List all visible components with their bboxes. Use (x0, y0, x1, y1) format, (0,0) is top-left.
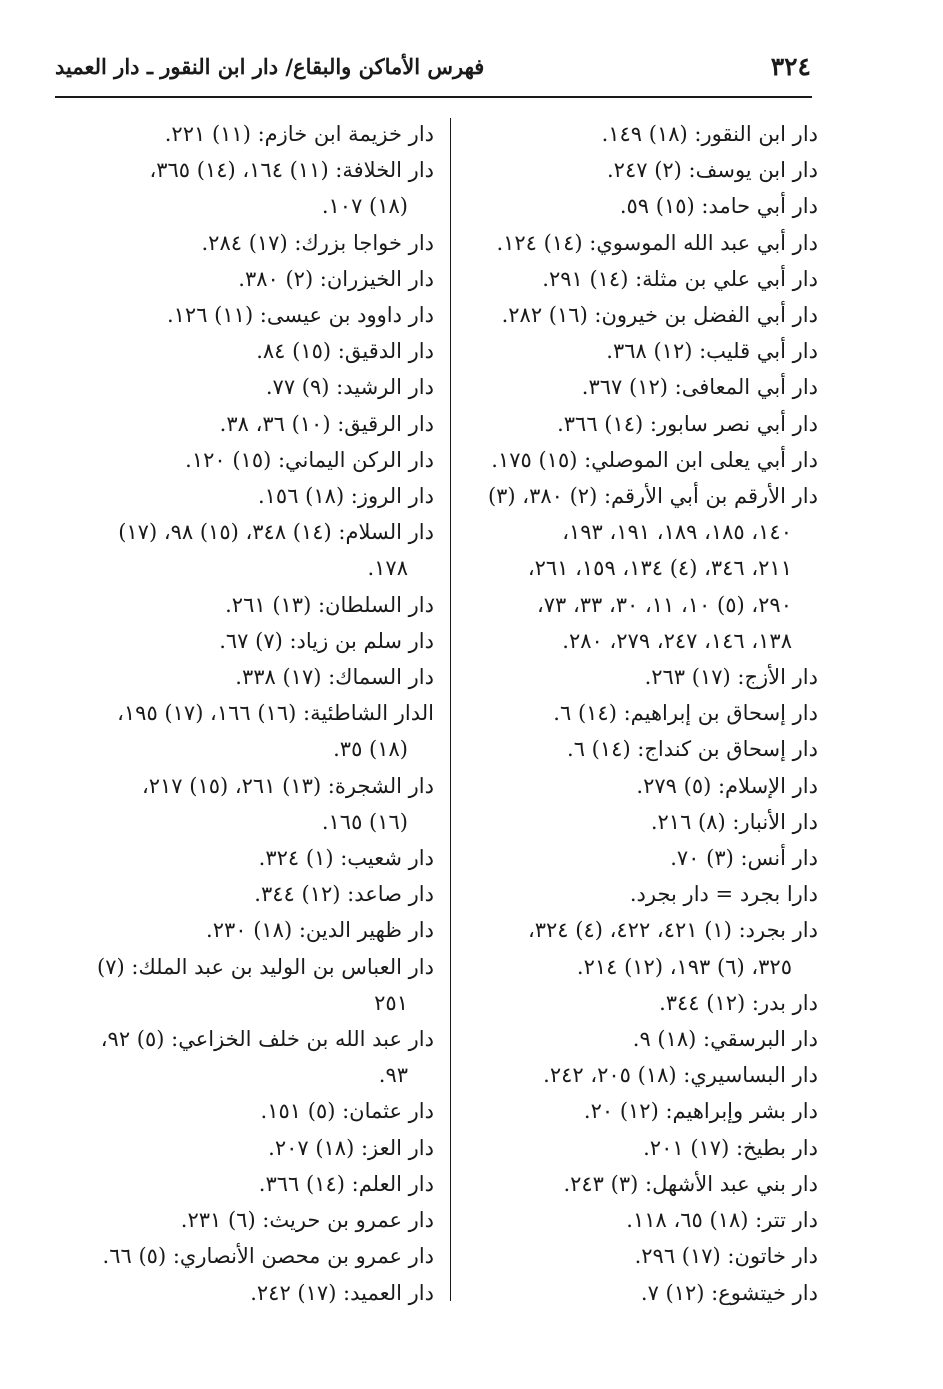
index-entry (79, 876, 434, 912)
page-header (55, 50, 811, 94)
index-entry (463, 478, 818, 659)
index-entry (79, 1093, 434, 1129)
index-entry-line: دار خيتشوع: (١٢) ٧. (640, 1280, 818, 1305)
index-entry (79, 768, 434, 840)
index-entry-line: دار العباس بن الوليد بن عبد الملك: (٧) (97, 954, 434, 979)
index-entry-line: دار عبد الله بن خلف الخزاعي: (٥) ٩٢، (100, 1027, 434, 1052)
index-entry-line: دار العز: (١٨) ٢٠٧. (268, 1135, 434, 1160)
index-entry-line: دار إسحاق بن كنداج: (١٤) ٦. (567, 737, 818, 762)
index-entry (463, 1202, 818, 1238)
index-entry-continuation: ٩٣. (378, 1063, 408, 1088)
index-entry-line: دار شعيب: (١) ٣٢٤. (258, 846, 434, 871)
index-entry (463, 876, 818, 912)
index-entry-line: دار العميد: (١٧) ٢٤٢. (250, 1280, 434, 1305)
index-entry-line: دار الرشيد: (٩) ٧٧. (265, 375, 434, 400)
index-entry-line: دار ابن النقور: (١٨) ١٤٩. (601, 122, 818, 146)
index-entry (79, 912, 434, 948)
index-column-left (79, 116, 434, 1311)
index-entry-line: دارا بجرد = دار بجرد. (629, 882, 818, 907)
index-entry-line: دار ابن يوسف: (٢) ٢٤٧. (606, 158, 818, 183)
index-entry (79, 623, 434, 659)
index-entry (463, 152, 818, 188)
index-entry-continuation: ١٣٨، ١٤٦، ٢٤٧، ٢٧٩، ٢٨٠. (562, 628, 792, 653)
index-entry-line: دار الخيزران: (٢) ٣٨٠. (238, 266, 434, 291)
index-entry-line: دار خزيمة ابن خازم: (١١) ٢٢١. (164, 122, 434, 146)
index-entry (79, 695, 434, 767)
index-entry-line: دار بجرد: (١) ٤٢١، ٤٢٢، (٤) ٣٢٤، (527, 918, 818, 943)
index-entry (79, 587, 434, 623)
index-entry-line: دار خواجا بزرك: (١٧) ٢٨٤. (201, 230, 434, 255)
index-entry-line: دار أنس: (٣) ٧٠. (670, 846, 818, 871)
index-entry-line: دار الإسلام: (٥) ٢٧٩. (636, 773, 818, 798)
index-entry (79, 1275, 434, 1311)
index-entry-line: دار أبي يعلى ابن الموصلي: (١٥) ١٧٥. (491, 447, 818, 472)
index-entry-line: دار أبي الفضل بن خيرون: (١٦) ٢٨٢. (501, 303, 818, 328)
index-entry (463, 912, 818, 984)
index-entry-line: دار أبي علي بن مثلة: (١٤) ٢٩١. (542, 266, 818, 291)
index-entry (463, 1238, 818, 1274)
index-entry-line: دار أبي المعافى: (١٢) ٣٦٧. (581, 375, 818, 400)
index-entry (79, 1021, 434, 1093)
index-entry (463, 768, 818, 804)
index-entry (79, 659, 434, 695)
index-entry (79, 840, 434, 876)
index-entry (79, 442, 434, 478)
index-entry-line: دار الرقيق: (١٠) ٣٦، ٣٨. (219, 411, 434, 436)
index-entry-line: دار العلم: (١٤) ٣٦٦. (258, 1171, 434, 1196)
index-entry-line: دار الأرقم بن أبي الأرقم: (٢) ٣٨٠، (٣) (487, 484, 818, 509)
index-entry-line: دار السلام: (١٤) ٣٤٨، (١٥) ٩٨، (١٧) (118, 520, 434, 545)
index-entry (463, 261, 818, 297)
index-entry (463, 406, 818, 442)
index-entry (79, 1202, 434, 1238)
index-entry-continuation: ٢٩٠، (٥) ١٠، ١١، ٣٠، ٣٣، ٧٣، (536, 592, 792, 617)
running-title: فهرس الأماكن والبقاع/ دار ابن النقور ـ دار العميد (55, 54, 485, 79)
index-entry (463, 188, 818, 224)
index-entry (463, 840, 818, 876)
index-entry-line: دار الأزج: (١٧) ٢٦٣. (644, 665, 818, 690)
index-entry-line: دار بشر وإبراهيم: (١٢) ٢٠. (583, 1099, 818, 1124)
index-entry-line: دار سلم بن زياد: (٧) ٦٧. (219, 628, 434, 653)
index-entry-line: دار بني عبد الأشهل: (٣) ٢٤٣. (563, 1171, 818, 1196)
index-entry-line: دار داوود بن عيسى: (١١) ١٢٦. (166, 303, 434, 328)
page-number: ٣٢٤ (770, 52, 811, 81)
index-entry-line: دار عمرو بن محصن الأنصاري: (٥) ٦٦. (102, 1244, 434, 1269)
index-entry-line: دار الخلافة: (١١) ١٦٤، (١٤) ٣٦٥، (149, 158, 434, 183)
index-entry (463, 333, 818, 369)
index-entry-continuation: (١٦) ١٦٥. (321, 809, 408, 834)
index-entry-line: دار البرسقي: (١٨) ٩. (632, 1027, 818, 1052)
index-entry-line: دار عثمان: (٥) ١٥١. (260, 1099, 434, 1124)
index-entry-line: دار البساسيري: (١٨) ٢٠٥، ٢٤٢. (543, 1063, 818, 1088)
index-entry-continuation: ١٤٠، ١٨٥، ١٨٩، ١٩١، ١٩٣، (562, 520, 792, 545)
index-entry (79, 333, 434, 369)
index-entry (463, 1057, 818, 1093)
index-entry-line: دار بدر: (١٢) ٣٤٤. (659, 990, 818, 1015)
index-entry-line: دار الشجرة: (١٣) ٢٦١، (١٥) ٢١٧، (141, 773, 434, 798)
index-entry (463, 1093, 818, 1129)
index-entry (79, 261, 434, 297)
index-entry (463, 225, 818, 261)
index-entry-line: دار أبي قليب: (١٢) ٣٦٨. (606, 339, 818, 364)
index-entry (463, 442, 818, 478)
index-entry-line: دار عمرو بن حريث: (٦) ٢٣١. (180, 1208, 434, 1233)
index-entry-continuation: (١٨) ١٠٧. (321, 194, 408, 219)
index-entry-line: دار صاعد: (١٢) ٣٤٤. (254, 882, 434, 907)
index-entry-line: دار الدقيق: (١٥) ٨٤. (256, 339, 434, 364)
index-entry (79, 1166, 434, 1202)
index-entry (463, 1021, 818, 1057)
index-entry-continuation: ٣٢٥، (٦) ١٩٣، (١٢) ٢١٤. (576, 954, 792, 979)
index-entry-line: دار أبي عبد الله الموسوي: (١٤) ١٢٤. (496, 230, 818, 255)
index-entry (79, 514, 434, 586)
index-entry-line: دار السلطان: (١٣) ٢٦١. (225, 592, 434, 617)
index-entry (79, 1130, 434, 1166)
index-entry (79, 116, 434, 152)
index-entry (463, 695, 818, 731)
index-entry-line: دار الركن اليماني: (١٥) ١٢٠. (185, 447, 434, 472)
index-entry-line: دار إسحاق بن إبراهيم: (١٤) ٦. (553, 701, 818, 726)
index-entry (79, 478, 434, 514)
index-entry (463, 116, 818, 152)
index-entry (79, 297, 434, 333)
index-entry-line: دار الأنبار: (٨) ٢١٦. (650, 809, 818, 834)
index-entry-line: دار خاتون: (١٧) ٢٩٦. (634, 1244, 818, 1269)
column-divider (450, 118, 451, 1301)
index-entry (463, 297, 818, 333)
index-entry-line: دار بطيخ: (١٧) ٢٠١. (643, 1135, 818, 1160)
index-entry (463, 731, 818, 767)
index-entry-line: دار ظهير الدين: (١٨) ٢٣٠. (206, 918, 434, 943)
index-entry (79, 1238, 434, 1274)
index-entry-line: دار أبي حامد: (١٥) ٥٩. (619, 194, 818, 219)
index-entry-continuation: ١٧٨. (367, 556, 408, 581)
index-entry-line: دار السماك: (١٧) ٣٣٨. (235, 665, 434, 690)
index-entry-continuation: ٢٥١ (374, 990, 408, 1015)
index-entry (79, 152, 434, 224)
index-entry (463, 985, 818, 1021)
index-entry (79, 225, 434, 261)
index-entry (79, 369, 434, 405)
index-entry (463, 1130, 818, 1166)
index-entry (463, 1166, 818, 1202)
index-entry-line: دار الروز: (١٨) ١٥٦. (257, 484, 434, 509)
index-entry (463, 804, 818, 840)
index-entry-line: الدار الشاطئية: (١٦) ١٦٦، (١٧) ١٩٥، (117, 701, 434, 726)
header-rule (55, 96, 812, 98)
index-entry (463, 659, 818, 695)
index-entry (463, 369, 818, 405)
index-entry (79, 406, 434, 442)
index-entry-line: دار تتر: (١٨) ٦٥، ١١٨. (626, 1208, 818, 1233)
index-entry-continuation: (١٨) ٣٥. (333, 737, 408, 762)
index-entry (463, 1275, 818, 1311)
index-entry-line: دار أبي نصر سابور: (١٤) ٣٦٦. (557, 411, 818, 436)
index-column-right (463, 116, 818, 1311)
index-entry (79, 949, 434, 1021)
index-entry-continuation: ٢١١، ٣٤٦، (٤) ١٣٤، ١٥٩، ٢٦١، (527, 556, 792, 581)
